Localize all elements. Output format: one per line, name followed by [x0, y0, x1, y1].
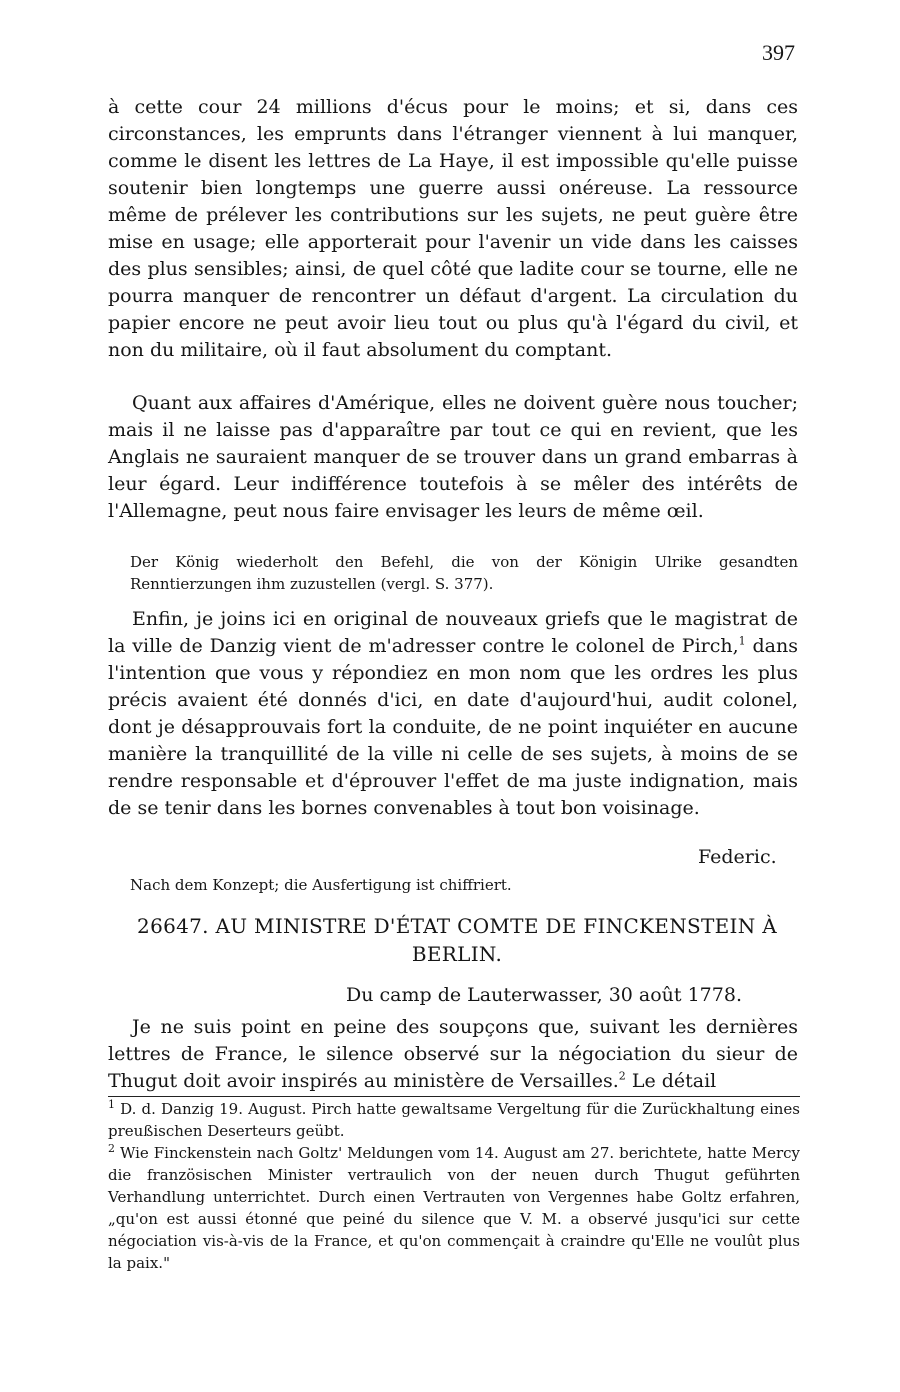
- footnote-2: [108, 1142, 800, 1274]
- paragraph-4-text-b: Le détail: [625, 1070, 717, 1092]
- footnote-1-mark: 1: [108, 1098, 115, 1111]
- page-number: 397: [762, 40, 795, 65]
- footnote-divider: [108, 1096, 800, 1097]
- paragraph-3: [108, 606, 798, 822]
- letter-heading: 26647. AU MINISTRE D'ÉTAT COMTE DE FINCKENSTEIN À BERLIN.: [137, 914, 777, 966]
- signature: Federic.: [698, 846, 777, 868]
- footnote-2-mark: 2: [108, 1142, 115, 1155]
- editorial-note-2: Nach dem Konzept; die Ausfertigung ist chiffriert.: [130, 876, 512, 894]
- paragraph-4: [108, 1014, 798, 1095]
- footnote-ref-2: 2: [618, 1069, 626, 1083]
- editorial-note-1: Der König wiederholt den Befehl, die von der Königin Ulrike gesandten Renntierzungen ihm zuzustellen (vergl. S. 377).: [130, 553, 798, 593]
- footnote-1: [108, 1098, 800, 1142]
- paragraph-4-text-a: Je ne suis point en peine des soupçons que, suivant les dernières lettres de France, le silence observé sur la négociation du sieur de Thugut doit avoir inspirés au ministère de Versailles.: [108, 1016, 798, 1092]
- paragraph-2: Quant aux affaires d'Amérique, elles ne doivent guère nous toucher; mais il ne laisse pas d'apparaître par tout ce qui en revient, que les Anglais ne sauraient manquer de se trouver dans un grand embarras à leur égard. Leur indifférence toutefois à se mêler des intérêts de l'Allemagne, peut nous faire envisager les leurs de même œil.: [108, 392, 798, 522]
- dateline: Du camp de Lauterwasser, 30 août 1778.: [346, 984, 742, 1006]
- footnote-ref-1: 1: [738, 634, 746, 648]
- footnote-2-text: Wie Finckenstein nach Goltz' Meldungen vom 14. August am 27. berichtete, hatte Mercy die französischen Minister vertraulich von der neuen durch Thugut geführten Verhandlung unterrichtet. Durch einen Vertrauten von Vergennes habe Goltz erfahren, „qu'on est aussi étonné que peiné du silence que V. M. a observé jusqu'ici sur cette négociation vis-à-vis de la France, et qu'on commençait à craindre qu'Elle ne voulût plus la paix.": [108, 1144, 800, 1272]
- footnotes: [108, 1098, 800, 1274]
- footnote-1-text: D. d. Danzig 19. August. Pirch hatte gewaltsame Vergeltung für die Zurückhaltung eines preußischen Deserteurs geübt.: [108, 1100, 800, 1140]
- paragraph-3-text-b: dans l'intention que vous y répondiez en mon nom que les ordres les plus précis avaient été donnés d'ici, en date d'aujourd'hui, audit colonel, dont je désapprouvais fort la conduite, de ne point inquiéter en aucune manière la tranquillité de la ville ni celle de ses sujets, à moins de se rendre responsable et d'éprouver l'effet de ma juste indignation, mais de se tenir dans les bornes convenables à tout bon voisinage.: [108, 635, 798, 819]
- paragraph-3-text-a: Enfin, je joins ici en original de nouveaux griefs que le magistrat de la ville de Danzig vient de m'adresser contre le colonel de Pirch,: [108, 608, 798, 657]
- paragraph-1: à cette cour 24 millions d'écus pour le moins; et si, dans ces circonstances, les emprunts dans l'étranger viennent à lui manquer, comme le disent les lettres de La Haye, il est impossible qu'elle puisse soutenir bien longtemps une guerre aussi onéreuse. La ressource même de prélever les contributions sur les sujets, ne peut guère être mise en usage; elle apporterait pour l'avenir un vide dans les caisses des plus sensibles; ainsi, de quel côté que ladite cour se tourne, elle ne pourra manquer de rencontrer un défaut d'argent. La circulation du papier encore ne peut avoir lieu tout ou plus qu'à l'égard du civil, et non du militaire, où il faut absolument du comptant.: [108, 96, 798, 361]
